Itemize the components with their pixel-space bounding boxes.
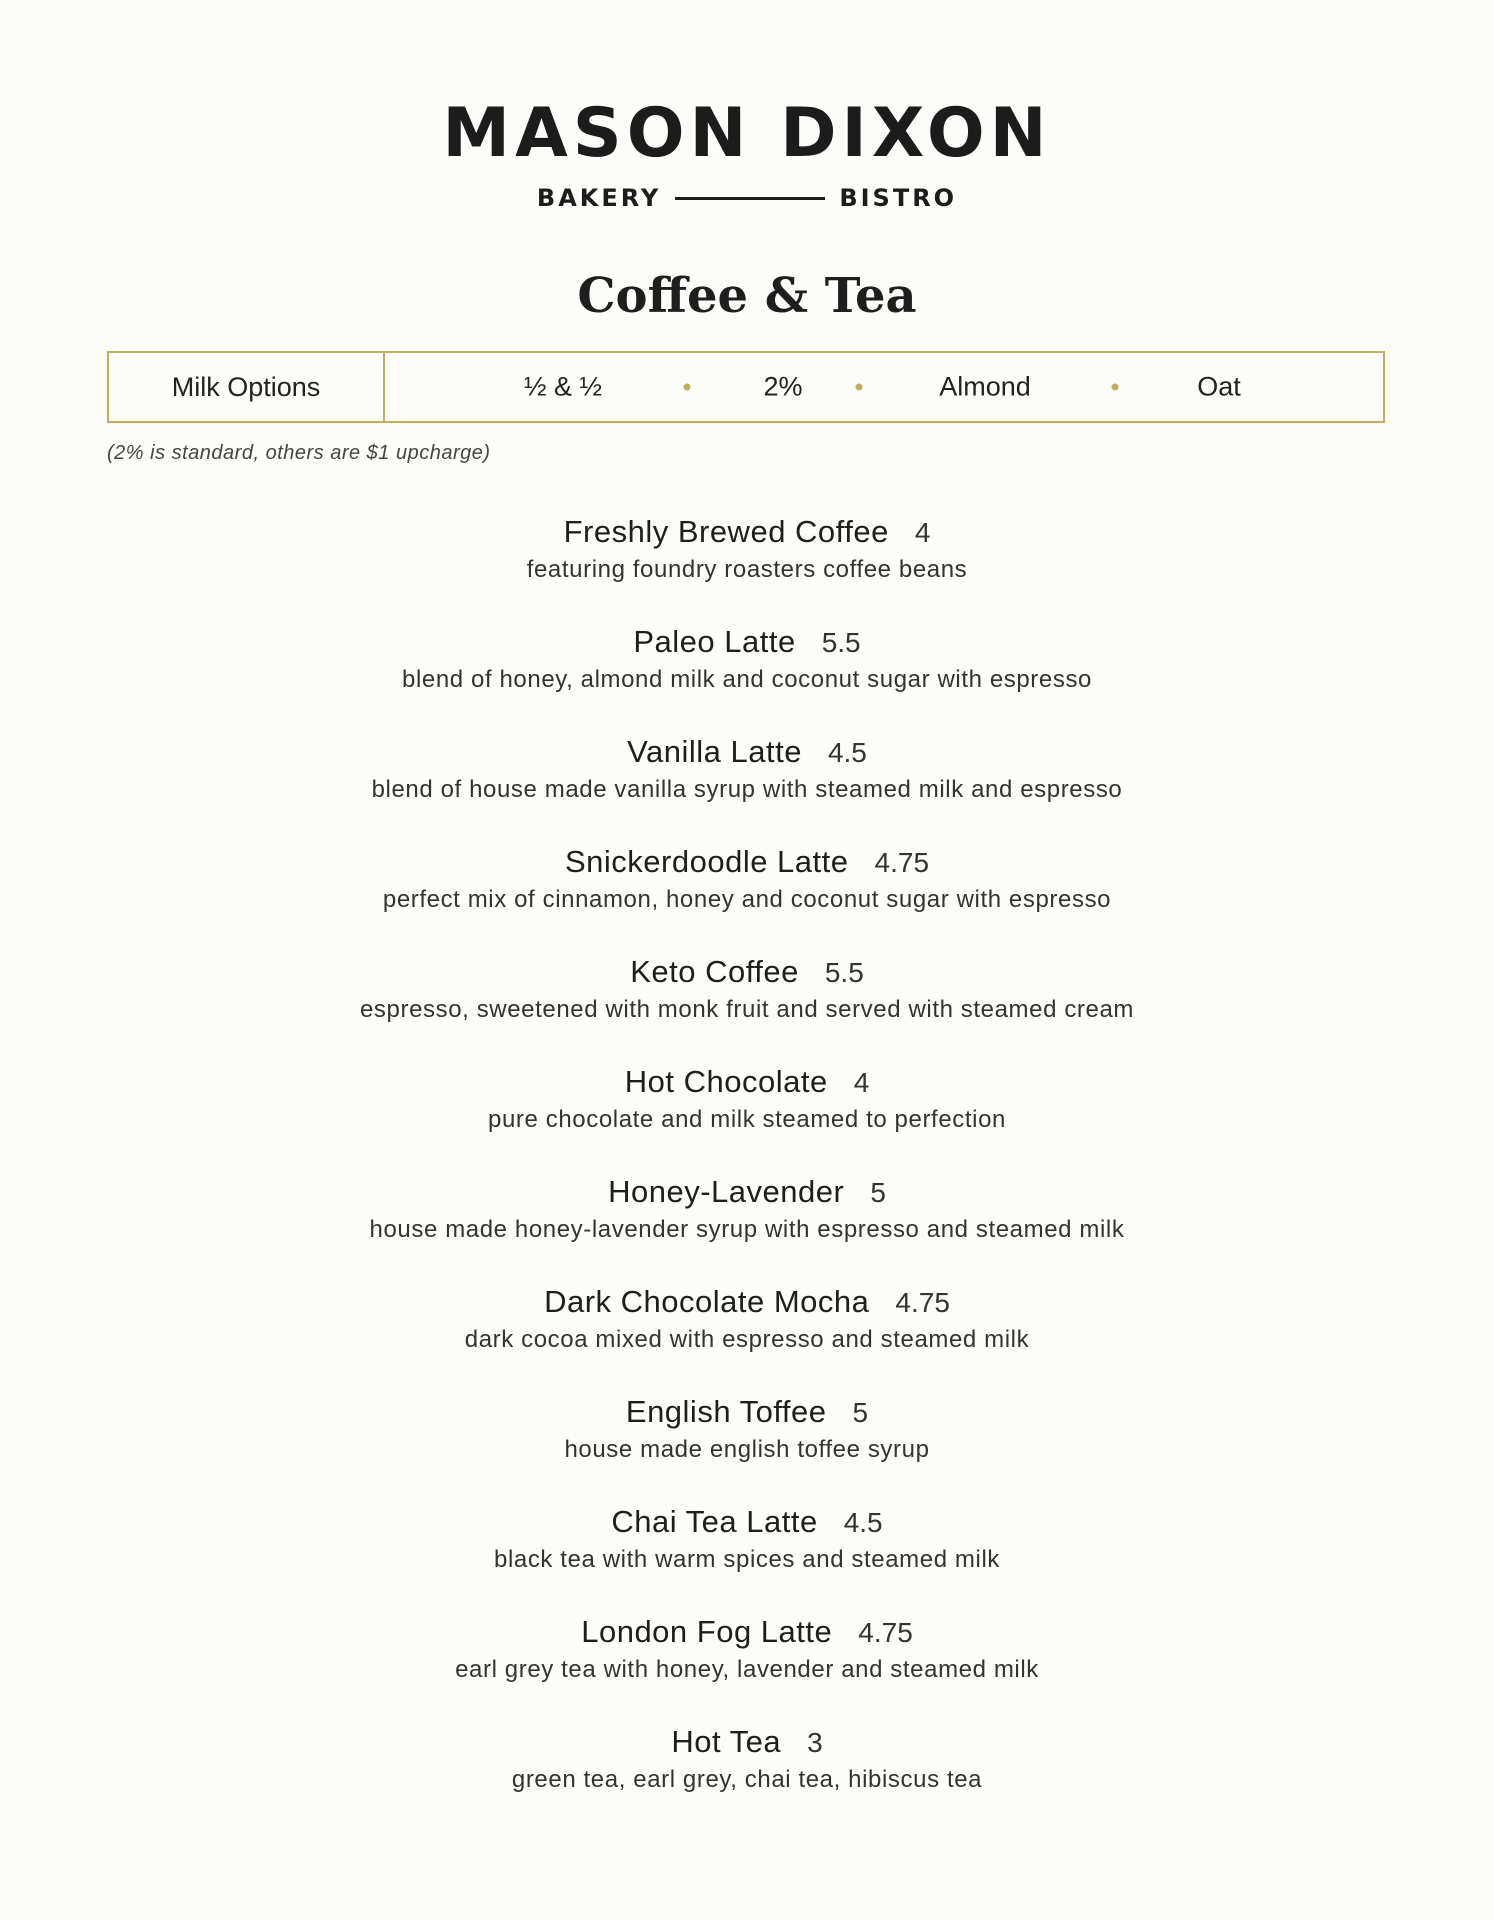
item-name: Chai Tea Latte (611, 1504, 818, 1539)
item-name: Vanilla Latte (627, 734, 802, 769)
item-description: green tea, earl grey, chai tea, hibiscus tea (511, 1766, 983, 1793)
item-description: espresso, sweetened with monk fruit and served with steamed cream (359, 996, 1134, 1023)
item-price: 4.75 (874, 847, 930, 878)
milk-upcharge-note: (2% is standard, others are $1 upcharge) (107, 442, 491, 464)
menu-item (0, 1170, 1494, 1280)
item-name: Freshly Brewed Coffee (563, 514, 889, 549)
separator-dot (1112, 384, 1119, 391)
menu-item (0, 1060, 1494, 1170)
item-description: pure chocolate and milk steamed to perfection (488, 1106, 1006, 1133)
separator-dot (856, 384, 863, 391)
item-price: 5 (870, 1177, 886, 1208)
brand-subtitle (0, 184, 1494, 212)
item-description: dark cocoa mixed with espresso and steamed milk (464, 1326, 1030, 1353)
item-name: London Fog Latte (581, 1614, 833, 1649)
item-price: 4.5 (843, 1507, 883, 1538)
item-description: blend of house made vanilla syrup with steamed milk and espresso (371, 776, 1123, 803)
milk-option-oat: Oat (1197, 371, 1241, 402)
item-description: house made english toffee syrup (564, 1436, 930, 1463)
item-name: English Toffee (625, 1394, 827, 1429)
brand-name: MASON DIXON (442, 94, 1052, 173)
item-description: black tea with warm spices and steamed milk (494, 1546, 1000, 1573)
item-description: house made honey-lavender syrup with espresso and steamed milk (369, 1216, 1125, 1243)
milk-options-box (107, 351, 1385, 423)
item-description: featuring foundry roasters coffee beans (526, 556, 968, 583)
menu-item (0, 840, 1494, 950)
item-name: Honey-Lavender (608, 1174, 845, 1209)
item-price: 4.75 (895, 1287, 950, 1318)
item-name: Snickerdoodle Latte (564, 844, 849, 879)
item-price: 5 (852, 1397, 869, 1428)
milk-options-list (385, 353, 1383, 421)
item-name: Hot Chocolate (624, 1064, 828, 1099)
item-name: Hot Tea (671, 1724, 782, 1759)
item-description: blend of honey, almond milk and coconut sugar with espresso (402, 666, 1092, 693)
item-price: 5.5 (824, 957, 864, 988)
menu-item (0, 1390, 1494, 1500)
brand-sub-left: BAKERY (536, 184, 662, 212)
menu-item (0, 1280, 1494, 1390)
section-title: Coffee & Tea (577, 268, 917, 324)
item-description: perfect mix of cinnamon, honey and coconut sugar with espresso (382, 886, 1112, 913)
milk-options-label: Milk Options (109, 353, 385, 421)
item-price: 4.75 (858, 1617, 913, 1648)
item-price: 4.5 (827, 737, 867, 768)
menu-item (0, 1500, 1494, 1610)
milk-option-almond: Almond (939, 371, 1031, 402)
brand-rule-divider (675, 197, 825, 200)
brand-sub-right: BISTRO (839, 184, 958, 212)
item-name: Dark Chocolate Mocha (544, 1284, 870, 1319)
item-price: 4 (853, 1067, 870, 1098)
menu-item (0, 730, 1494, 840)
menu-item (0, 950, 1494, 1060)
item-price: 5.5 (821, 627, 861, 658)
menu-item (0, 620, 1494, 730)
brand-logo (0, 96, 1494, 212)
item-price: 3 (807, 1727, 823, 1758)
milk-option-2-percent: 2% (763, 371, 803, 402)
item-name: Paleo Latte (633, 624, 796, 659)
separator-dot (684, 384, 691, 391)
menu-item (0, 1610, 1494, 1720)
item-description: earl grey tea with honey, lavender and steamed milk (455, 1656, 1039, 1683)
menu-item (0, 510, 1494, 620)
menu-item-list (0, 510, 1494, 1830)
item-name: Keto Coffee (630, 954, 799, 989)
menu-item (0, 1720, 1494, 1830)
milk-option-half-and-half: ½ & ½ (523, 371, 603, 402)
item-price: 4 (914, 517, 931, 548)
